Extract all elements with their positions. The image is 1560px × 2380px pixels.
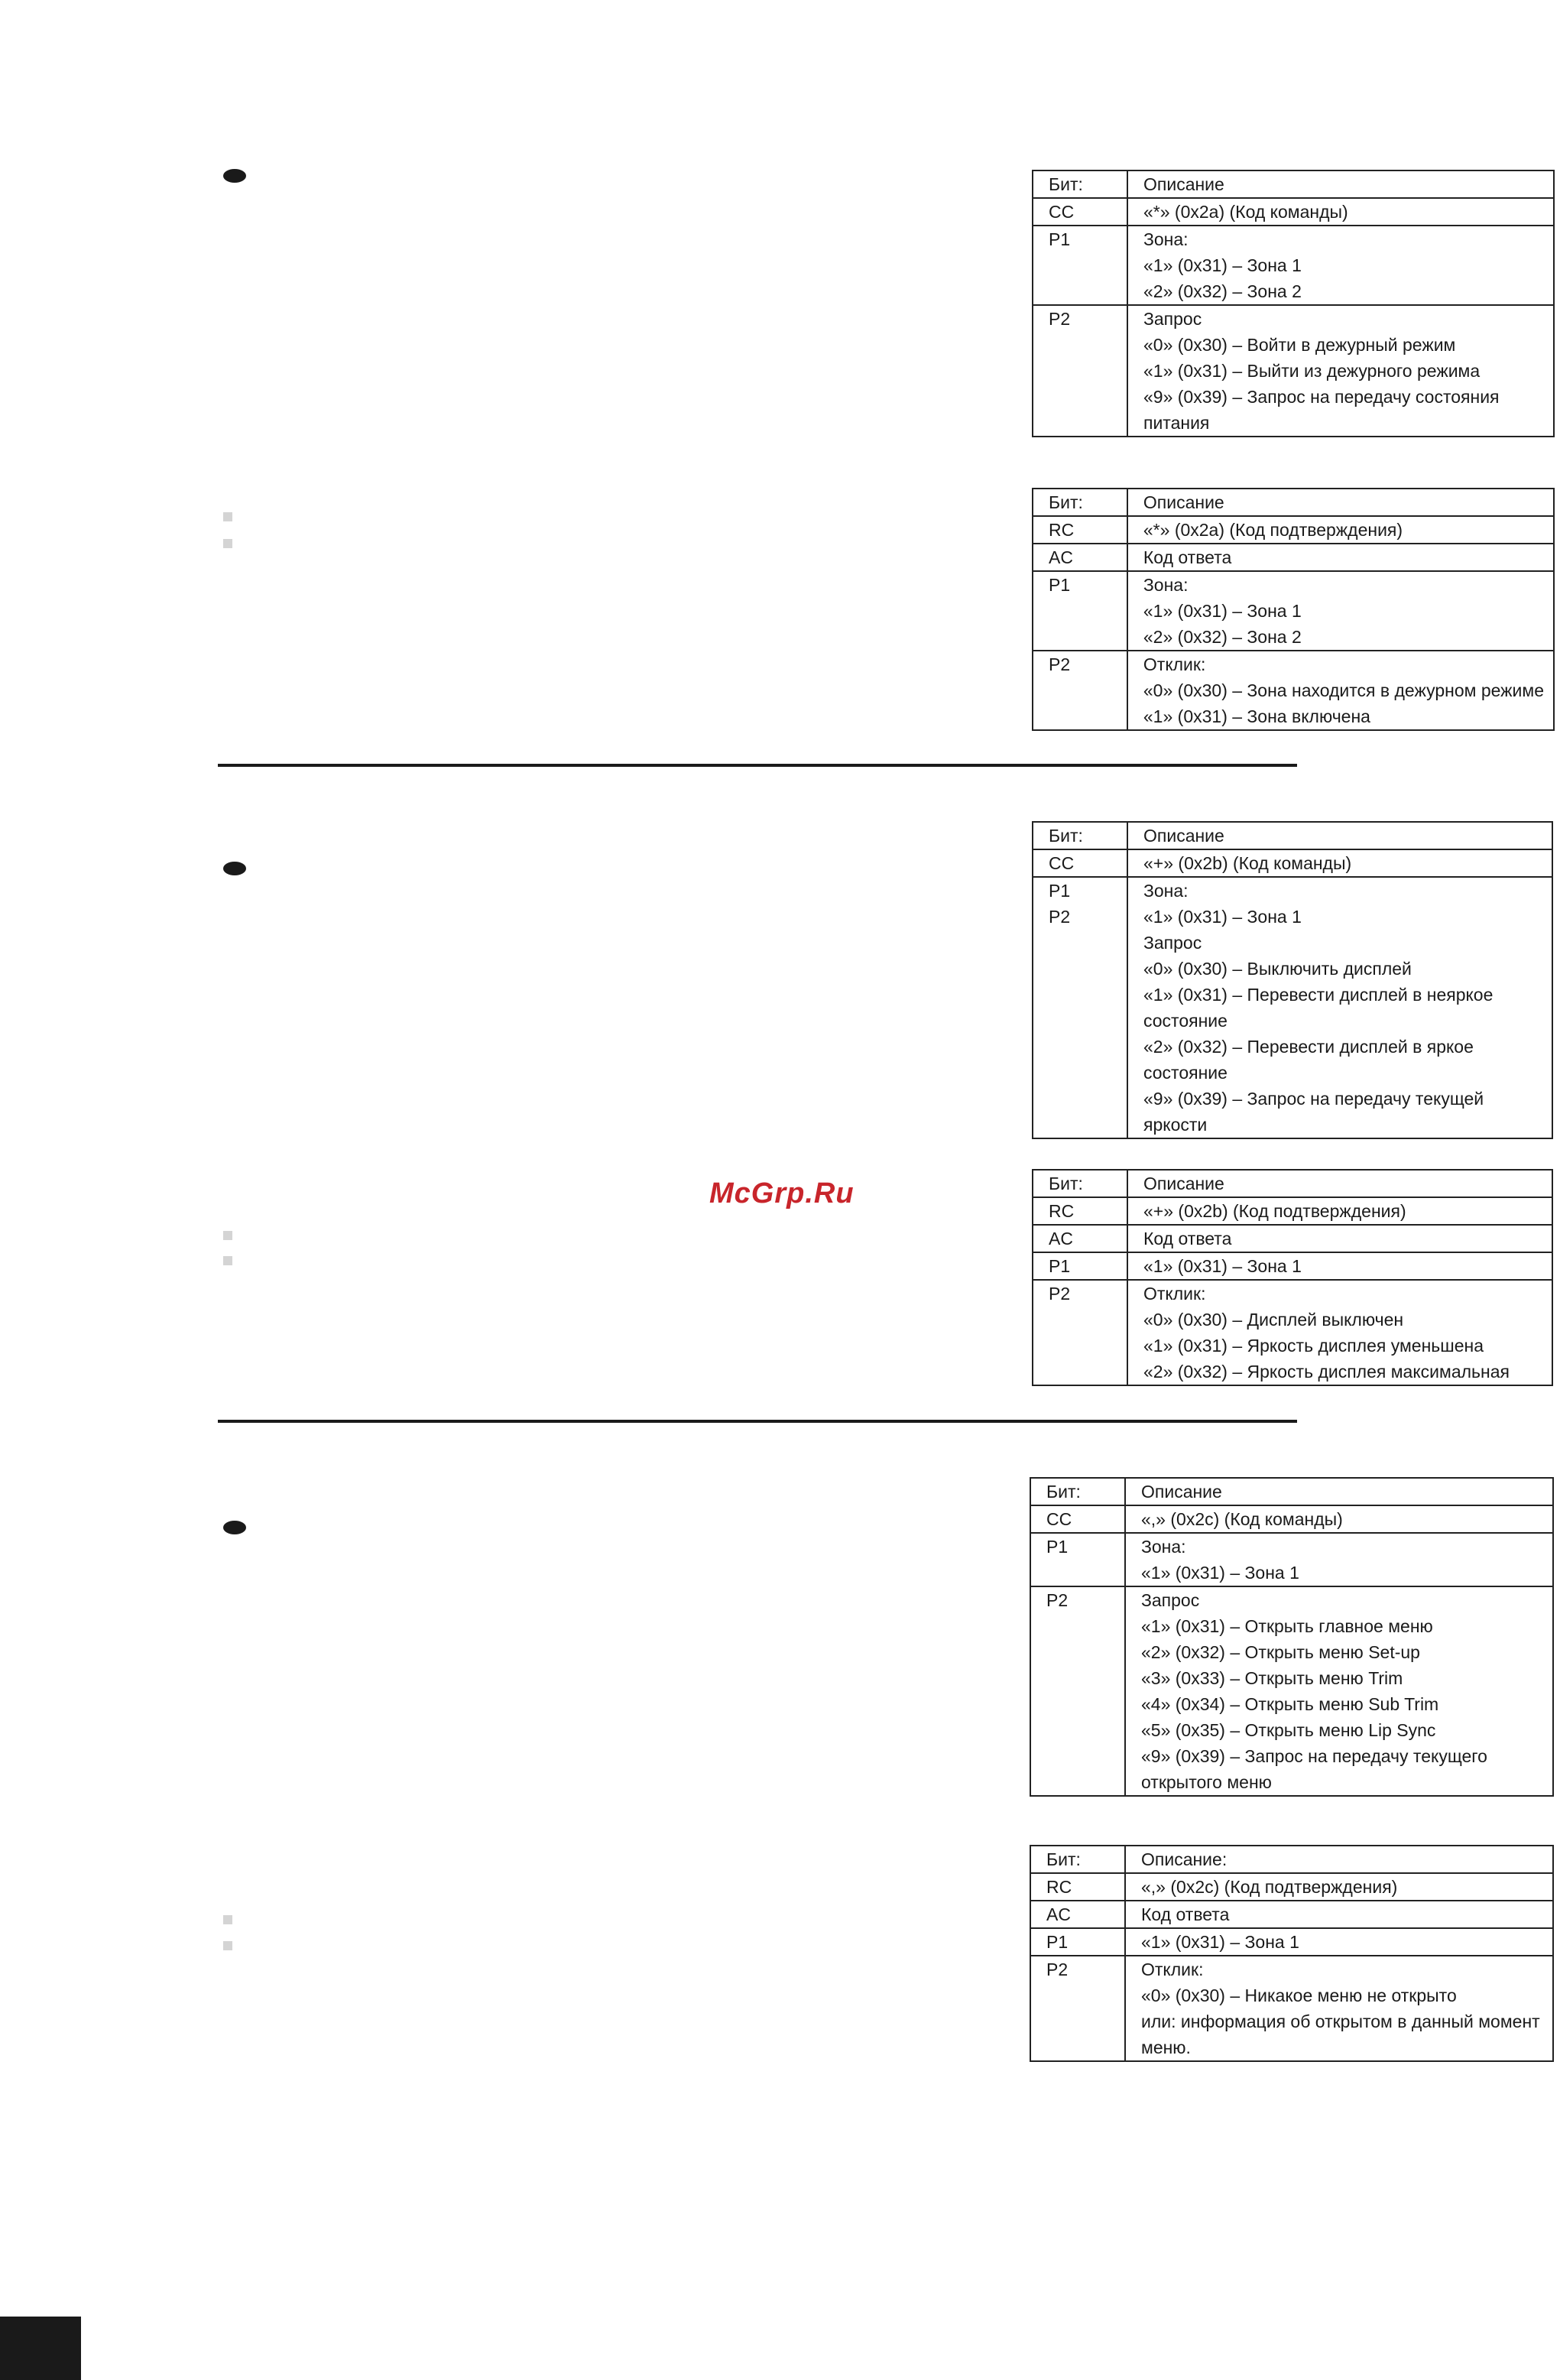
description-cell bbox=[1127, 651, 1554, 730]
list-marker bbox=[223, 1231, 232, 1240]
description-line: «0» (0x30) – Зона находится в дежурном режиме bbox=[1143, 680, 1544, 700]
description-line: состояние bbox=[1143, 1011, 1228, 1031]
bit-cell bbox=[1030, 1586, 1125, 1796]
description-line: Запрос bbox=[1143, 933, 1202, 953]
description-line: Код ответа bbox=[1141, 1904, 1230, 1924]
description-line: «3» (0x33) – Открыть меню Trim bbox=[1141, 1668, 1403, 1688]
table-row bbox=[1033, 1225, 1552, 1252]
section-bullet bbox=[223, 1521, 246, 1534]
description-cell bbox=[1127, 822, 1552, 849]
display-command-table bbox=[1032, 821, 1553, 1139]
description-line: «1» (0x31) – Зона включена bbox=[1143, 706, 1370, 726]
bit-label: P1 bbox=[1046, 1932, 1069, 1952]
bit-label: P2 bbox=[1046, 1590, 1069, 1610]
description-line: Отклик: bbox=[1143, 1284, 1206, 1304]
bit-cell bbox=[1030, 1505, 1125, 1533]
description-cell bbox=[1127, 170, 1554, 198]
description-line: «9» (0x39) – Запрос на передачу текущего bbox=[1141, 1746, 1487, 1766]
description-line: «2» (0x32) – Открыть меню Set-up bbox=[1141, 1642, 1420, 1662]
description-cell bbox=[1127, 1280, 1552, 1385]
section-divider bbox=[218, 1420, 1297, 1423]
table-row bbox=[1033, 170, 1554, 198]
description-line: «2» (0x32) – Зона 2 bbox=[1143, 627, 1302, 647]
description-cell bbox=[1127, 1197, 1552, 1225]
table-row bbox=[1033, 1197, 1552, 1225]
description-line: Зона: bbox=[1141, 1537, 1186, 1557]
table-row bbox=[1030, 1533, 1553, 1586]
description-line: Отклик: bbox=[1143, 654, 1206, 674]
bit-label: P2 bbox=[1049, 309, 1071, 329]
description-line: «,» (0x2c) (Код команды) bbox=[1141, 1509, 1343, 1529]
description-cell bbox=[1125, 1586, 1553, 1796]
bit-cell bbox=[1030, 1846, 1125, 1873]
description-line: «0» (0x30) – Никакое меню не открыто bbox=[1141, 1985, 1457, 2005]
description-cell bbox=[1125, 1928, 1553, 1956]
description-line: питания bbox=[1143, 413, 1210, 433]
description-line: или: информация об открытом в данный момент bbox=[1141, 2011, 1540, 2031]
bit-cell bbox=[1033, 1170, 1127, 1197]
description-cell bbox=[1127, 489, 1554, 516]
description-cell bbox=[1125, 1956, 1553, 2061]
description-line: состояние bbox=[1143, 1063, 1228, 1083]
table-row bbox=[1033, 1252, 1552, 1280]
table-row bbox=[1030, 1586, 1553, 1796]
table-row bbox=[1030, 1478, 1553, 1505]
bit-cell bbox=[1033, 822, 1127, 849]
bit-label: RC bbox=[1049, 1201, 1075, 1221]
description-cell bbox=[1125, 1846, 1553, 1873]
bit-label: P2 bbox=[1046, 1960, 1069, 1979]
bit-cell bbox=[1033, 651, 1127, 730]
description-line: «0» (0x30) – Выключить дисплей bbox=[1143, 959, 1412, 979]
table-row bbox=[1030, 1901, 1553, 1928]
bit-label: CC bbox=[1046, 1509, 1072, 1529]
table-row bbox=[1033, 849, 1552, 877]
bit-label: AC bbox=[1049, 547, 1073, 567]
menu-response-table bbox=[1030, 1845, 1554, 2062]
description-cell bbox=[1127, 1252, 1552, 1280]
bit-label: P1 bbox=[1049, 881, 1071, 901]
table-row bbox=[1033, 1170, 1552, 1197]
section-divider bbox=[218, 764, 1297, 767]
table-row bbox=[1033, 305, 1554, 437]
description-line: Запрос bbox=[1143, 309, 1202, 329]
bit-label: P2 bbox=[1049, 1284, 1071, 1304]
table-row bbox=[1033, 822, 1552, 849]
bit-cell bbox=[1030, 1928, 1125, 1956]
table-row bbox=[1033, 877, 1552, 1138]
description-line: меню. bbox=[1141, 2037, 1191, 2057]
description-cell bbox=[1125, 1478, 1553, 1505]
description-line: «0» (0x30) – Дисплей выключен bbox=[1143, 1310, 1404, 1330]
description-line: «9» (0x39) – Запрос на передачу состояния bbox=[1143, 387, 1500, 407]
description-line: открытого меню bbox=[1141, 1772, 1272, 1792]
description-cell bbox=[1127, 305, 1554, 437]
description-cell bbox=[1125, 1505, 1553, 1533]
description-cell bbox=[1127, 544, 1554, 571]
description-line: «2» (0x32) – Перевести дисплей в яркое bbox=[1143, 1037, 1474, 1057]
description-line: «1» (0x31) – Зона 1 bbox=[1141, 1932, 1299, 1952]
description-line: «4» (0x34) – Открыть меню Sub Trim bbox=[1141, 1694, 1439, 1714]
description-cell bbox=[1127, 226, 1554, 305]
description-cell bbox=[1127, 849, 1552, 877]
bit-cell bbox=[1030, 1873, 1125, 1901]
description-line: «5» (0x35) – Открыть меню Lip Sync bbox=[1141, 1720, 1436, 1740]
list-marker bbox=[223, 512, 232, 521]
bit-cell bbox=[1033, 571, 1127, 651]
description-line: «1» (0x31) – Яркость дисплея уменьшена bbox=[1143, 1336, 1484, 1356]
bit-cell bbox=[1033, 1280, 1127, 1385]
standby-response-table bbox=[1032, 488, 1555, 731]
menu-command-table bbox=[1030, 1477, 1554, 1797]
table-row bbox=[1033, 544, 1554, 571]
bit-label: Бит: bbox=[1046, 1849, 1081, 1869]
description-line: яркости bbox=[1143, 1115, 1208, 1135]
bit-cell bbox=[1033, 877, 1127, 1138]
description-line: «2» (0x32) – Яркость дисплея максимальная bbox=[1143, 1362, 1510, 1382]
bit-label: Бит: bbox=[1046, 1482, 1081, 1502]
description-line: Зона: bbox=[1143, 881, 1189, 901]
description-cell bbox=[1127, 571, 1554, 651]
description-cell bbox=[1125, 1901, 1553, 1928]
bit-cell bbox=[1033, 170, 1127, 198]
standby-command-table bbox=[1032, 170, 1555, 437]
bit-cell bbox=[1033, 226, 1127, 305]
description-cell bbox=[1127, 198, 1554, 226]
description-line: «9» (0x39) – Запрос на передачу текущей bbox=[1143, 1089, 1484, 1109]
description-line: «+» (0x2b) (Код подтверждения) bbox=[1143, 1201, 1406, 1221]
description-line: Описание bbox=[1143, 1174, 1224, 1193]
bit-cell bbox=[1030, 1956, 1125, 2061]
watermark-text: McGrp.Ru bbox=[709, 1177, 855, 1209]
display-response-table bbox=[1032, 1169, 1553, 1386]
bit-cell bbox=[1030, 1901, 1125, 1928]
description-line: Описание bbox=[1141, 1482, 1222, 1502]
bit-label: P1 bbox=[1046, 1537, 1069, 1557]
description-line: «*» (0x2a) (Код команды) bbox=[1143, 202, 1348, 222]
table-row bbox=[1033, 489, 1554, 516]
bit-label: RC bbox=[1046, 1877, 1072, 1897]
description-line: «,» (0x2c) (Код подтверждения) bbox=[1141, 1877, 1398, 1897]
section-bullet bbox=[223, 169, 246, 183]
description-cell bbox=[1127, 1170, 1552, 1197]
table-row bbox=[1033, 198, 1554, 226]
bit-cell bbox=[1030, 1478, 1125, 1505]
description-line: «1» (0x31) – Зона 1 bbox=[1143, 907, 1302, 927]
description-cell bbox=[1125, 1873, 1553, 1901]
bit-label: Бит: bbox=[1049, 1174, 1083, 1193]
description-line: «1» (0x31) – Открыть главное меню bbox=[1141, 1616, 1433, 1636]
description-line: «1» (0x31) – Выйти из дежурного режима bbox=[1143, 361, 1481, 381]
bit-cell bbox=[1033, 489, 1127, 516]
table-row bbox=[1033, 571, 1554, 651]
table-row bbox=[1030, 1956, 1553, 2061]
bit-label: RC bbox=[1049, 520, 1075, 540]
description-cell bbox=[1127, 877, 1552, 1138]
bit-cell bbox=[1033, 198, 1127, 226]
bit-cell bbox=[1033, 516, 1127, 544]
description-cell bbox=[1127, 516, 1554, 544]
bit-cell bbox=[1033, 544, 1127, 571]
bit-label: CC bbox=[1049, 202, 1075, 222]
description-line: «+» (0x2b) (Код команды) bbox=[1143, 853, 1352, 873]
table-row bbox=[1030, 1873, 1553, 1901]
bit-cell bbox=[1033, 849, 1127, 877]
description-line: Описание bbox=[1143, 492, 1224, 512]
description-line: Код ответа bbox=[1143, 1229, 1232, 1248]
table-row bbox=[1030, 1928, 1553, 1956]
bit-label: P1 bbox=[1049, 1256, 1071, 1276]
description-line: «1» (0x31) – Зона 1 bbox=[1143, 601, 1302, 621]
list-marker bbox=[223, 1256, 232, 1265]
bit-cell bbox=[1030, 1533, 1125, 1586]
page-corner-tab bbox=[0, 2317, 81, 2380]
description-line: «*» (0x2a) (Код подтверждения) bbox=[1143, 520, 1403, 540]
description-line: «1» (0x31) – Перевести дисплей в неяркое bbox=[1143, 985, 1494, 1005]
bit-label: P2 bbox=[1049, 907, 1071, 927]
bit-label: Бит: bbox=[1049, 826, 1083, 846]
section-bullet bbox=[223, 862, 246, 875]
description-line: «1» (0x31) – Зона 1 bbox=[1141, 1563, 1299, 1583]
description-line: «1» (0x31) – Зона 1 bbox=[1143, 255, 1302, 275]
list-marker bbox=[223, 539, 232, 548]
bit-cell bbox=[1033, 1225, 1127, 1252]
bit-label: CC bbox=[1049, 853, 1075, 873]
description-line: Зона: bbox=[1143, 229, 1189, 249]
bit-label: AC bbox=[1049, 1229, 1073, 1248]
description-line: Зона: bbox=[1143, 575, 1189, 595]
list-marker bbox=[223, 1941, 232, 1950]
bit-cell bbox=[1033, 305, 1127, 437]
bit-cell bbox=[1033, 1197, 1127, 1225]
bit-label: Бит: bbox=[1049, 492, 1083, 512]
description-line: «0» (0x30) – Войти в дежурный режим bbox=[1143, 335, 1456, 355]
bit-cell bbox=[1033, 1252, 1127, 1280]
bit-label: P1 bbox=[1049, 575, 1071, 595]
description-line: «2» (0x32) – Зона 2 bbox=[1143, 281, 1302, 301]
table-row bbox=[1033, 226, 1554, 305]
description-line: Код ответа bbox=[1143, 547, 1232, 567]
table-row bbox=[1033, 1280, 1552, 1385]
table-row bbox=[1030, 1846, 1553, 1873]
description-cell bbox=[1125, 1533, 1553, 1586]
table-row bbox=[1033, 651, 1554, 730]
bit-label: P1 bbox=[1049, 229, 1071, 249]
description-line: Отклик: bbox=[1141, 1960, 1204, 1979]
table-row bbox=[1030, 1505, 1553, 1533]
bit-label: Бит: bbox=[1049, 174, 1083, 194]
table-row bbox=[1033, 516, 1554, 544]
description-line: Описание: bbox=[1141, 1849, 1228, 1869]
description-line: Описание bbox=[1143, 174, 1224, 194]
description-cell bbox=[1127, 1225, 1552, 1252]
description-line: Запрос bbox=[1141, 1590, 1200, 1610]
description-line: «1» (0x31) – Зона 1 bbox=[1143, 1256, 1302, 1276]
description-line: Описание bbox=[1143, 826, 1224, 846]
list-marker bbox=[223, 1915, 232, 1924]
bit-label: P2 bbox=[1049, 654, 1071, 674]
bit-label: AC bbox=[1046, 1904, 1071, 1924]
